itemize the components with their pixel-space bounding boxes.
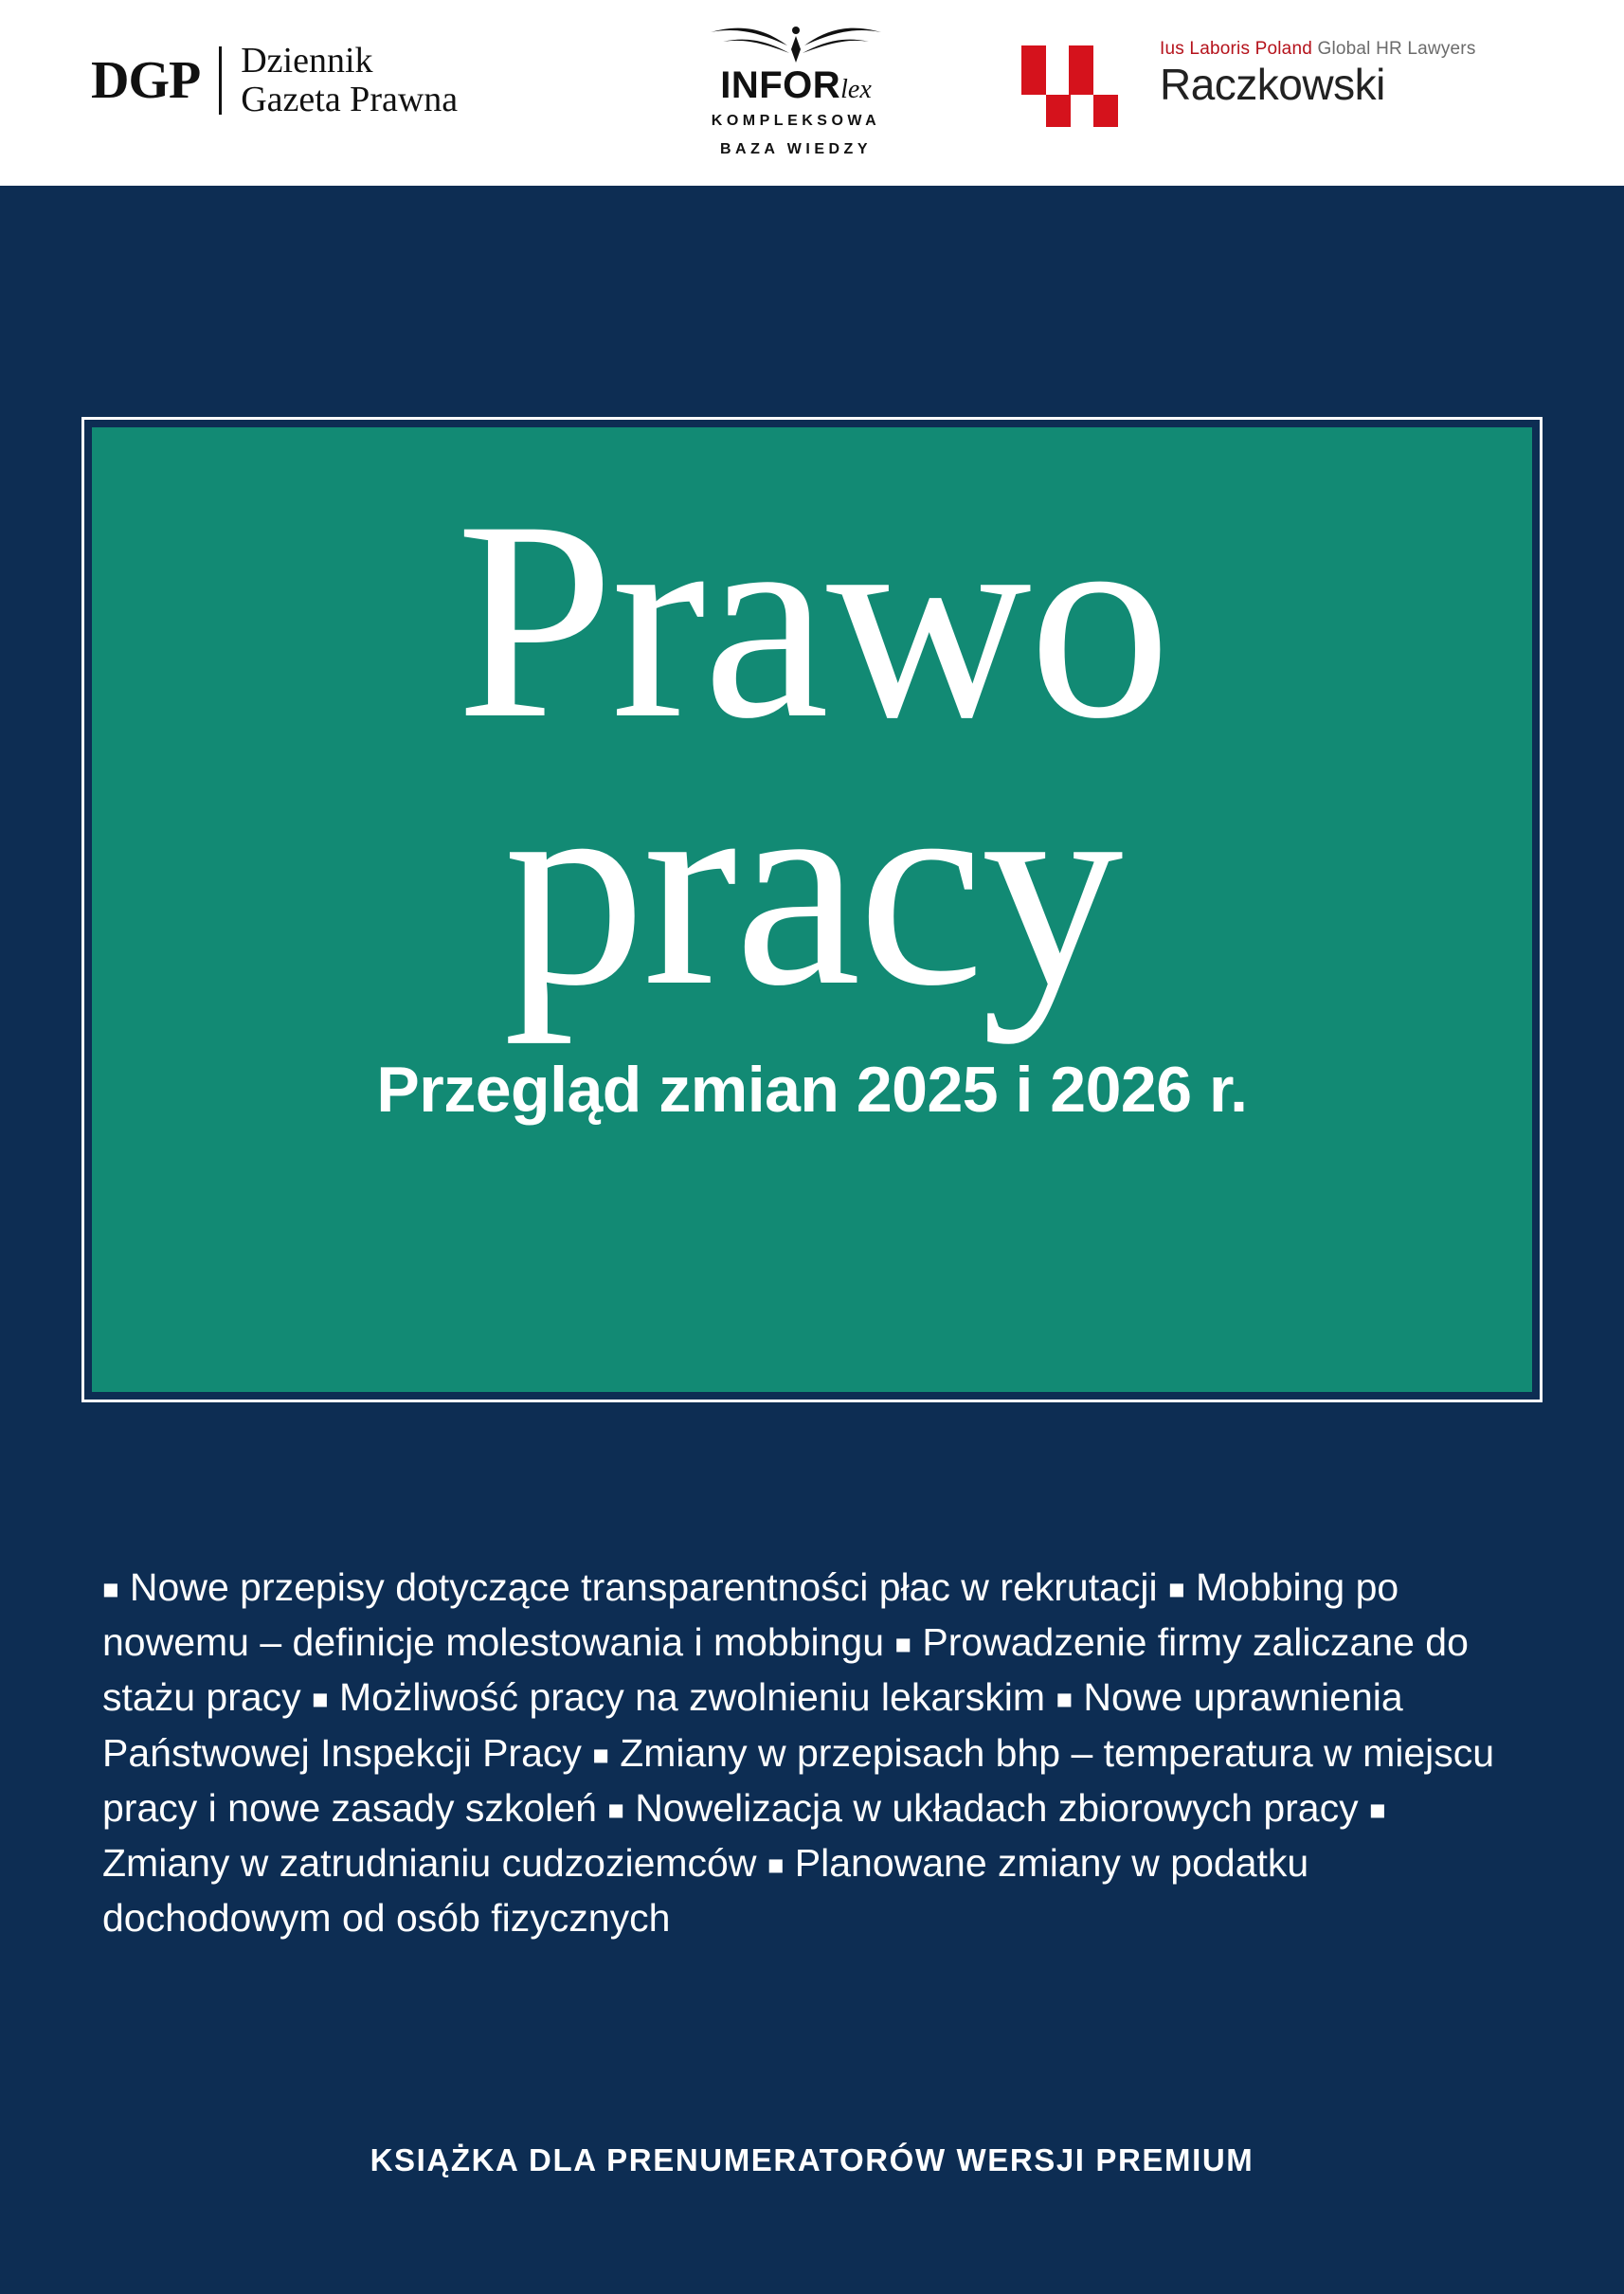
topic-item: Możliwość pracy na zwolnieniu lekarskim [328, 1675, 1056, 1720]
inforlex-tagline-line2: BAZA WIEDZY [719, 141, 872, 157]
inforlex-word-main: INFOR [720, 64, 841, 106]
topics-list [102, 1560, 1522, 1946]
bullet-square-icon: ■ [312, 1685, 329, 1716]
topic-item: Zmiany w przepisach bhp – temperatura w miejscu pracy i nowe zasady szkoleń [102, 1730, 1495, 1830]
cover-title-line2: pracy [503, 730, 1121, 1044]
raczkowski-tagline [1160, 40, 1476, 60]
bullet-square-icon: ■ [102, 1575, 119, 1605]
logo-raczkowski [1021, 40, 1476, 127]
bullet-square-icon: ■ [592, 1740, 609, 1771]
inforlex-tagline-line1: KOMPLEKSOWA [711, 113, 881, 129]
dgp-wordmark-line1: Dziennik [241, 41, 373, 81]
topic-item: Mobbing po nowemu – definicje molestowania i mobbingu [102, 1565, 1399, 1665]
cover-subtitle: Przegląd zmian 2025 i 2026 r. [376, 1054, 1248, 1126]
bullet-square-icon: ■ [1056, 1685, 1073, 1716]
raczkowski-name: Raczkowski [1160, 59, 1385, 109]
bullet-square-icon: ■ [767, 1851, 785, 1882]
raczkowski-text [1160, 40, 1476, 107]
raczkowski-tagline-grey: Global HR Lawyers [1317, 39, 1476, 59]
inforlex-word-sub: lex [840, 75, 872, 104]
topic-item: Nowe uprawnienia Państwowej Inspekcji Pracy [102, 1675, 1403, 1775]
topic-item: Nowe przepisy dotyczące transparentności płac w rekrutacji [118, 1565, 1169, 1609]
header-logo-band [0, 0, 1624, 186]
topic-item: Planowane zmiany w podatku dochodowym od osób fizycznych [102, 1841, 1309, 1941]
raczkowski-mark-icon [1021, 45, 1143, 127]
bullet-square-icon: ■ [1168, 1575, 1185, 1605]
dgp-divider [219, 46, 222, 115]
hero-panel [92, 427, 1532, 1392]
raczkowski-tagline-red: Ius Laboris Poland [1160, 39, 1312, 59]
bullet-square-icon: ■ [607, 1795, 624, 1826]
dgp-mark-text: DGP [91, 51, 201, 111]
logo-dgp [91, 42, 458, 119]
topic-item: Prowadzenie firmy zaliczane do stażu pracy [102, 1620, 1469, 1720]
hero-frame [81, 417, 1543, 1402]
topic-item: Zmiany w zatrudnianiu cudzoziemców [102, 1841, 767, 1886]
topic-item: Nowelizacja w układach zbiorowych pracy [623, 1785, 1369, 1830]
footer-note: KSIĄŻKA DLA PRENUMERATORÓW WERSJI PREMIUM [370, 2142, 1254, 2177]
inforlex-wordmark [654, 66, 938, 104]
dgp-wordmark [241, 42, 458, 119]
bullet-square-icon: ■ [1368, 1795, 1386, 1826]
dgp-wordmark-line2: Gazeta Prawna [241, 80, 459, 120]
cover-title-line1: Prawo [456, 462, 1168, 777]
bullet-square-icon: ■ [894, 1630, 911, 1661]
eagle-icon [706, 21, 886, 64]
logo-inforlex [654, 21, 938, 161]
